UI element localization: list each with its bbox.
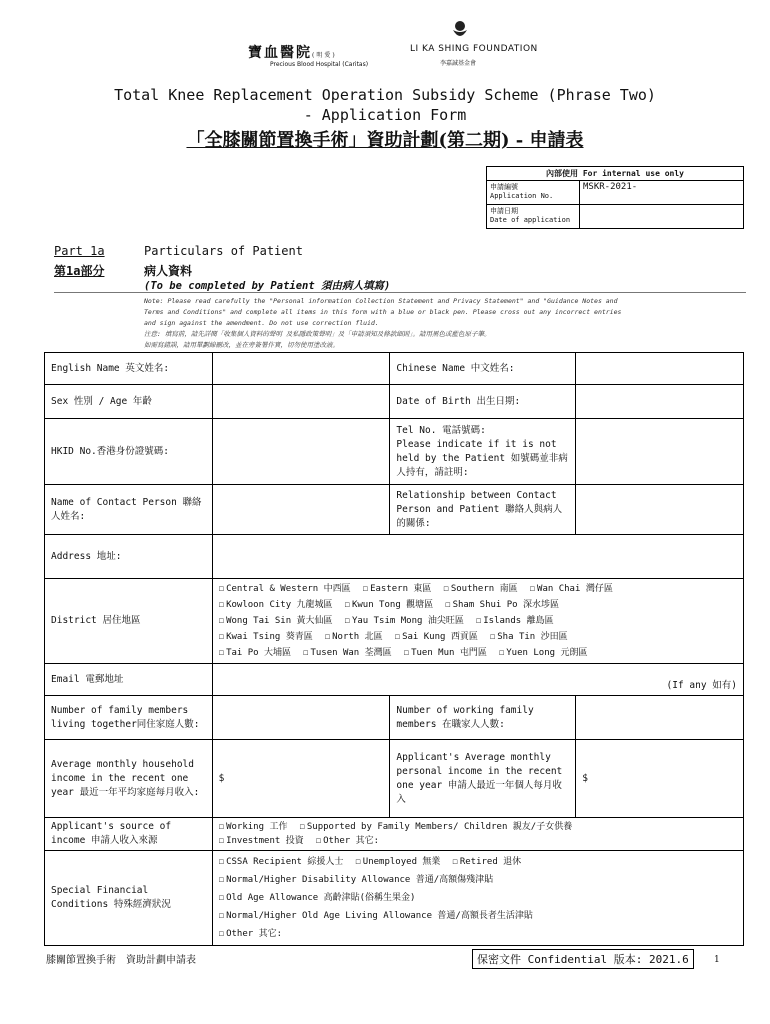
district-option[interactable] — [219, 600, 333, 610]
checkbox-icon[interactable]: ☐ — [344, 616, 350, 626]
part-code-en: Part 1a — [54, 244, 105, 258]
income-option[interactable] — [316, 836, 379, 846]
special-row — [219, 853, 737, 871]
app-date-value[interactable] — [580, 205, 744, 229]
lotus-logo-icon — [450, 20, 470, 42]
district-option[interactable] — [404, 648, 487, 658]
option-label: North 北區 — [332, 632, 383, 642]
option-label: Old Age Allowance 高齡津貼(俗稱生果金) — [226, 893, 416, 903]
working-members-field[interactable] — [576, 696, 744, 740]
district-option[interactable] — [395, 632, 478, 642]
district-option[interactable] — [219, 648, 291, 658]
sex-age-field[interactable] — [212, 385, 390, 419]
tel-label: Tel No. 電話號碼: Please indicate if it is not held by the Patient 如號碼並非病人持有，請註明: — [390, 419, 576, 485]
checkbox-icon[interactable]: ☐ — [452, 857, 458, 867]
hospital-name-zh: 寶血醫院(明愛) — [248, 45, 337, 61]
contact-person-label: Name of Contact Person 聯絡人姓名: — [45, 485, 213, 535]
checkbox-icon[interactable]: ☐ — [218, 584, 225, 594]
household-income-label: Average monthly household income in the recent one year 最近一年平均家庭每月收入: — [45, 740, 213, 818]
checkbox-icon[interactable]: ☐ — [218, 875, 225, 885]
relationship-field[interactable] — [576, 485, 744, 535]
option-label: Tusen Wan 荃灣區 — [310, 648, 392, 658]
district-option[interactable] — [530, 584, 613, 594]
checkbox-icon[interactable]: ☐ — [498, 648, 505, 658]
patient-form — [44, 352, 744, 946]
chinese-name-field[interactable] — [576, 353, 744, 385]
checkbox-icon[interactable]: ☐ — [218, 822, 225, 832]
address-field[interactable] — [212, 535, 743, 579]
district-option[interactable] — [303, 648, 392, 658]
internal-use-head: 內部使用 For internal use only — [487, 167, 744, 181]
internal-use-box — [486, 166, 744, 229]
option-label: Normal/Higher Disability Allowance 普通/高額傷殘津貼 — [226, 875, 494, 885]
foundation-name-zh: 李嘉誠基金會 — [440, 60, 477, 67]
checkbox-icon[interactable]: ☐ — [218, 929, 225, 939]
hkid-field[interactable] — [212, 419, 390, 485]
option-label: Kwai Tsing 葵青區 — [226, 632, 313, 642]
checkbox-icon[interactable]: ☐ — [475, 616, 482, 626]
app-date-label: 申請日期 Date of application — [487, 205, 580, 229]
special-row — [219, 889, 737, 907]
special-option[interactable] — [219, 929, 282, 939]
checkbox-icon[interactable]: ☐ — [218, 648, 225, 658]
district-option[interactable] — [443, 584, 517, 594]
checkbox-icon[interactable]: ☐ — [344, 600, 350, 610]
app-no-label: 申請編號 Application No. — [487, 181, 580, 205]
option-label: Retired 退休 — [459, 857, 522, 867]
district-option[interactable] — [345, 600, 434, 610]
page-number: 1 — [714, 955, 720, 965]
personal-income-field[interactable]: $ — [576, 740, 744, 818]
special-option[interactable] — [219, 893, 416, 903]
district-option[interactable] — [490, 632, 568, 642]
option-label: Yau Tsim Mong 油尖旺區 — [351, 616, 464, 626]
hospital-name-en: Precious Blood Hospital (Caritas) — [270, 61, 369, 68]
checkbox-icon[interactable]: ☐ — [529, 584, 536, 594]
checkbox-icon[interactable]: ☐ — [218, 616, 225, 626]
checkbox-icon[interactable]: ☐ — [394, 632, 401, 642]
checkbox-icon[interactable]: ☐ — [218, 632, 225, 642]
income-option[interactable] — [299, 822, 572, 832]
checkbox-icon[interactable]: ☐ — [315, 836, 322, 846]
dob-label: Date of Birth 出生日期: — [390, 385, 576, 419]
option-label: Investment 投資 — [226, 836, 304, 846]
district-option[interactable] — [219, 632, 313, 642]
checkbox-icon[interactable]: ☐ — [355, 857, 361, 867]
divider — [54, 292, 746, 293]
family-members-label: Number of family members living together同住家庭人數: — [45, 696, 213, 740]
district-option[interactable] — [219, 584, 351, 594]
checkbox-icon[interactable]: ☐ — [218, 911, 225, 921]
district-label: District 居住地區 — [45, 579, 213, 664]
district-row — [219, 629, 737, 645]
title-en-line1: Total Knee Replacement Operation Subsidy Scheme (Phrase Two) — [114, 86, 656, 104]
district-option[interactable] — [476, 616, 554, 626]
special-option[interactable] — [355, 857, 440, 867]
district-option[interactable] — [445, 600, 559, 610]
district-row — [219, 597, 737, 613]
district-option[interactable] — [499, 648, 588, 658]
option-label: Working 工作 — [226, 822, 288, 832]
special-option[interactable] — [219, 911, 533, 921]
option-label: Wong Tai Sin 黃大仙區 — [226, 616, 333, 626]
confidential-badge: 保密文件 Confidential 版本: 2021.6 — [472, 949, 694, 969]
option-label: Tuen Mun 屯門區 — [411, 648, 487, 658]
district-row — [219, 581, 737, 597]
option-label: Normal/Higher Old Age Living Allowance 普通/高額長者生活津貼 — [226, 911, 533, 921]
income-row — [219, 820, 737, 834]
income-option[interactable] — [219, 822, 288, 832]
tel-field[interactable] — [576, 419, 744, 485]
option-label: Yuen Long 元朗區 — [506, 648, 588, 658]
checkbox-icon[interactable]: ☐ — [303, 648, 309, 658]
option-label: Tai Po 大埔區 — [226, 648, 292, 658]
title-en-line2: - Application Form — [303, 106, 467, 124]
option-label: Sha Tin 沙田區 — [497, 632, 568, 642]
income-row — [219, 834, 737, 848]
special-row — [219, 871, 737, 889]
checkbox-icon[interactable]: ☐ — [299, 822, 305, 832]
option-label: Sai Kung 西貢區 — [402, 632, 478, 642]
option-label: Supported by Family Members/ Children 親友/子女供養 — [306, 822, 573, 832]
special-option[interactable] — [219, 857, 344, 867]
checkbox-icon[interactable]: ☐ — [445, 600, 451, 610]
option-label: CSSA Recipient 綜援人士 — [226, 857, 344, 867]
note-line4: 注意: 填寫前，請先詳閱「收集個人資料的聲明 及私隱政策聲明」及「申請須知及條款細則」。請用黑色或藍色原子筆。 — [144, 330, 491, 338]
special-option[interactable] — [452, 857, 521, 867]
special-row — [219, 925, 737, 943]
option-label: Other 其它: — [323, 836, 380, 846]
household-income-field[interactable]: $ — [212, 740, 390, 818]
option-label: Southern 南區 — [450, 584, 518, 594]
special-option[interactable] — [219, 875, 494, 885]
email-note: (If any 如有) — [666, 680, 737, 691]
option-label: Kwun Tong 觀塘區 — [351, 600, 434, 610]
email-field[interactable] — [212, 664, 743, 696]
relationship-label: Relationship between Contact Person and Patient 聯絡人與病人的關係: — [390, 485, 576, 535]
checkbox-icon[interactable]: ☐ — [489, 632, 496, 642]
district-option[interactable] — [219, 616, 333, 626]
income-source-options — [212, 818, 743, 851]
hkid-label: HKID No.香港身份證號碼: — [45, 419, 213, 485]
app-no-value[interactable]: MSKR-2021- — [580, 181, 744, 205]
checkbox-icon[interactable]: ☐ — [218, 836, 225, 846]
part-code-zh: 第1a部分 — [54, 264, 105, 278]
special-conditions-options — [212, 851, 743, 946]
checkbox-icon[interactable]: ☐ — [403, 648, 410, 658]
working-members-label: Number of working family members 在職家人人數: — [390, 696, 576, 740]
district-option[interactable] — [345, 616, 464, 626]
email-label: Email 電郵地址 — [45, 664, 213, 696]
option-label: Sham Shui Po 深水埗區 — [452, 600, 560, 610]
checkbox-icon[interactable]: ☐ — [443, 584, 449, 594]
special-row — [219, 907, 737, 925]
footer-form-name: 膝關節置換手術 資助計劃申請表 — [46, 955, 196, 966]
note-line5: 如需寫錯誤，請用單劃線刪改，並在旁簽署作實，切勿使用塗改液。 — [144, 341, 339, 349]
district-option[interactable] — [363, 584, 432, 594]
note-line1: Note: Please read carefully the "Personal information Collection Statement and Privacy Statement" and "Guidance Notes and — [144, 297, 618, 305]
title-zh: 「全膝關節置換手術」資助計劃(第二期) - 申請表 — [186, 130, 584, 151]
address-label: Address 地址: — [45, 535, 213, 579]
note-line2: Terms and Conditions" and complete all items in this form with a blue or black pen. Please cross out any incorrect entries — [144, 308, 622, 316]
dob-field[interactable] — [576, 385, 744, 419]
foundation-name-en: LI KA SHING FOUNDATION — [410, 44, 538, 54]
option-label: Kowloon City 九龍城區 — [226, 600, 333, 610]
option-label: Unemployed 無業 — [362, 857, 441, 867]
district-option[interactable] — [325, 632, 383, 642]
district-row — [219, 613, 737, 629]
option-label: Other 其它: — [226, 929, 283, 939]
personal-income-label: Applicant's Average monthly personal income in the recent one year 申請人最近一年個人每月收入 — [390, 740, 576, 818]
checkbox-icon[interactable]: ☐ — [218, 893, 225, 903]
english-name-field[interactable] — [212, 353, 390, 385]
district-row — [219, 645, 737, 661]
income-source-label: Applicant's source of income 申請人收入來源 — [45, 818, 213, 851]
special-conditions-label: Special Financial Conditions 特殊經濟狀況 — [45, 851, 213, 946]
option-label: Wan Chai 灣仔區 — [537, 584, 613, 594]
district-options — [212, 579, 743, 664]
contact-person-field[interactable] — [212, 485, 390, 535]
sex-age-label: Sex 性別 / Age 年齡 — [45, 385, 213, 419]
note-line3: and sign against the amendment. Do not use correction fluid. — [144, 319, 379, 327]
checkbox-icon[interactable]: ☐ — [324, 632, 331, 642]
option-label: Central & Western 中西區 — [226, 584, 351, 594]
part-subtitle: (To be completed by Patient 須由病人填寫) — [144, 280, 391, 292]
option-label: Eastern 東區 — [370, 584, 432, 594]
part-title-zh: 病人資料 — [144, 264, 193, 278]
income-option[interactable] — [219, 836, 304, 846]
checkbox-icon[interactable]: ☐ — [218, 857, 225, 867]
family-members-field[interactable] — [212, 696, 390, 740]
english-name-label: English Name 英文姓名: — [45, 353, 213, 385]
chinese-name-label: Chinese Name 中文姓名: — [390, 353, 576, 385]
checkbox-icon[interactable]: ☐ — [362, 584, 369, 594]
checkbox-icon[interactable]: ☐ — [218, 600, 225, 610]
option-label: Islands 離島區 — [483, 616, 554, 626]
part-title-en: Particulars of Patient — [144, 244, 303, 258]
